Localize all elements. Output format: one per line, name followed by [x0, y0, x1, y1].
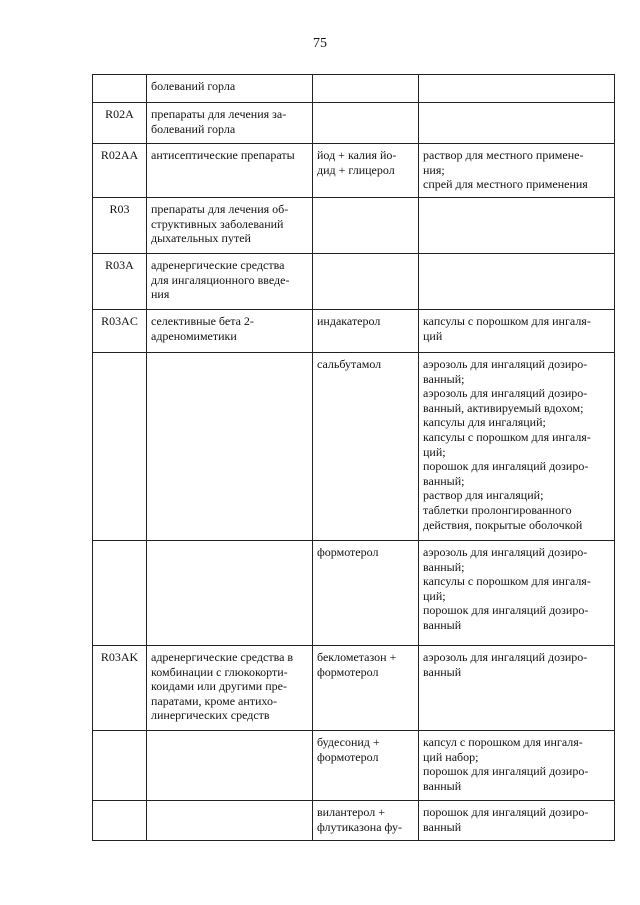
anatomical-group-line: паратами, кроме антихо-: [151, 693, 277, 708]
atc-code: R02AA: [100, 148, 139, 162]
atc-code-cell: [93, 310, 147, 353]
substance-line: формотерол: [317, 749, 379, 764]
substance-line: будесонид +: [317, 735, 380, 749]
dosage-forms-line: таблетки пролонгированного: [423, 502, 572, 517]
anatomical-group-cell: [147, 75, 313, 103]
substance-cell: [313, 731, 419, 801]
anatomical-group-line: коидами или другими пре-: [151, 679, 287, 694]
table-row: [93, 254, 615, 310]
dosage-forms-line: ций: [423, 328, 443, 343]
dosage-forms-cell: [419, 801, 615, 841]
table-row: [93, 801, 615, 841]
dosage-forms-line: спрей для местного применения: [423, 177, 588, 192]
dosage-forms-cell: [419, 646, 615, 731]
atc-code: R03: [109, 202, 130, 216]
anatomical-group-cell: [147, 254, 313, 310]
atc-code-cell: [93, 198, 147, 254]
table-body: [93, 75, 615, 841]
atc-code: R03AC: [101, 314, 138, 328]
substance-cell: [313, 75, 419, 103]
atc-code-cell: [93, 75, 147, 103]
dosage-forms-line: порошок для ингаляций дозиро-: [423, 459, 589, 474]
dosage-forms-line: аэрозоль для ингаляций дозиро-: [423, 386, 588, 401]
anatomical-group-line: ния: [151, 287, 170, 302]
anatomical-group-cell: [147, 731, 313, 801]
anatomical-group-line: болеваний горла: [151, 121, 236, 136]
dosage-forms-line: капсул с порошком для ингаля-: [423, 735, 583, 749]
atc-code: R02A: [105, 107, 134, 121]
table-row: [93, 103, 615, 144]
substance-cell: [313, 144, 419, 198]
dosage-forms-line: раствор для ингаляций;: [423, 488, 544, 503]
substance-cell: [313, 646, 419, 731]
substance-cell: [313, 254, 419, 310]
dosage-forms-cell: [419, 254, 615, 310]
dosage-forms-line: капсулы для ингаляций;: [423, 415, 546, 430]
dosage-forms-line: ций набор;: [423, 749, 479, 764]
drug-table: [92, 74, 615, 841]
atc-code: R03A: [105, 258, 134, 272]
anatomical-group-cell: [147, 310, 313, 353]
dosage-forms-line: ванный;: [423, 371, 465, 386]
atc-code: R03AK: [100, 650, 139, 664]
substance-cell: [313, 103, 419, 144]
substance-line: вилантерол +: [317, 805, 385, 819]
anatomical-group-line: комбинации с глюкокорти-: [151, 664, 288, 679]
substance-line: беклометазон +: [317, 650, 397, 664]
dosage-forms-line: капсулы с порошком для ингаля-: [423, 429, 591, 444]
anatomical-group-line: препараты для лечения об-: [151, 202, 289, 216]
dosage-forms-line: порошок для ингаляций дозиро-: [423, 805, 589, 819]
table-row: [93, 541, 615, 646]
anatomical-group-cell: [147, 541, 313, 646]
anatomical-group-cell: [147, 198, 313, 254]
dosage-forms-line: ванный: [423, 664, 462, 679]
anatomical-group-line: болеваний горла: [151, 79, 236, 93]
anatomical-group-line: структивных заболеваний: [151, 216, 284, 231]
anatomical-group-line: антисептические препараты: [151, 148, 295, 162]
anatomical-group-line: для ингаляционного введе-: [151, 272, 290, 287]
substance-cell: [313, 353, 419, 541]
dosage-forms-cell: [419, 103, 615, 144]
substance-line: формотерол: [317, 664, 379, 679]
dosage-forms-line: ванный: [423, 819, 462, 834]
dosage-forms-line: ванный;: [423, 559, 465, 574]
dosage-forms-line: аэрозоль для ингаляций дозиро-: [423, 545, 588, 559]
dosage-forms-line: раствор для местного примене-: [423, 148, 584, 162]
dosage-forms-line: капсулы с порошком для ингаля-: [423, 574, 591, 589]
anatomical-group-line: дыхательных путей: [151, 231, 251, 246]
dosage-forms-line: ванный: [423, 617, 462, 632]
substance-line: дид + глицерол: [317, 162, 395, 177]
table-row: [93, 353, 615, 541]
dosage-forms-line: аэрозоль для ингаляций дозиро-: [423, 357, 588, 371]
anatomical-group-cell: [147, 646, 313, 731]
dosage-forms-line: аэрозоль для ингаляций дозиро-: [423, 650, 588, 664]
dosage-forms-line: порошок для ингаляций дозиро-: [423, 764, 589, 779]
anatomical-group-cell: [147, 103, 313, 144]
anatomical-group-cell: [147, 353, 313, 541]
dosage-forms-cell: [419, 144, 615, 198]
table-row: [93, 731, 615, 801]
anatomical-group-line: адренергические средства: [151, 258, 285, 272]
anatomical-group-line: препараты для лечения за-: [151, 107, 287, 121]
dosage-forms-line: ванный: [423, 778, 462, 793]
table-row: [93, 75, 615, 103]
table-row: [93, 144, 615, 198]
atc-code-cell: [93, 801, 147, 841]
dosage-forms-cell: [419, 353, 615, 541]
atc-code-cell: [93, 353, 147, 541]
substance-line: индакатерол: [317, 314, 381, 328]
anatomical-group-line: адренергические средства в: [151, 650, 294, 664]
atc-code-cell: [93, 646, 147, 731]
atc-code-cell: [93, 103, 147, 144]
substance-cell: [313, 198, 419, 254]
substance-cell: [313, 310, 419, 353]
dosage-forms-cell: [419, 541, 615, 646]
page-number: 75: [313, 36, 327, 51]
atc-code-cell: [93, 731, 147, 801]
table-row: [93, 310, 615, 353]
table-row: [93, 646, 615, 731]
substance-line: формотерол: [317, 545, 379, 559]
dosage-forms-cell: [419, 731, 615, 801]
substance-cell: [313, 541, 419, 646]
anatomical-group-line: линергических средств: [151, 708, 270, 723]
dosage-forms-line: действия, покрытые оболочкой: [423, 517, 583, 532]
dosage-forms-cell: [419, 310, 615, 353]
anatomical-group-line: селективные бета 2-: [151, 314, 254, 328]
substance-cell: [313, 801, 419, 841]
dosage-forms-line: ванный, активируемый вдохом;: [423, 400, 584, 415]
anatomical-group-cell: [147, 144, 313, 198]
dosage-forms-line: ций;: [423, 444, 446, 459]
dosage-forms-line: ций;: [423, 588, 446, 603]
dosage-forms-line: капсулы с порошком для ингаля-: [423, 314, 591, 328]
atc-code-cell: [93, 144, 147, 198]
dosage-forms-cell: [419, 75, 615, 103]
dosage-forms-cell: [419, 198, 615, 254]
substance-line: сальбутамол: [317, 357, 382, 371]
atc-code-cell: [93, 254, 147, 310]
table-row: [93, 198, 615, 254]
substance-line: флутиказона фу-: [317, 819, 402, 834]
anatomical-group-cell: [147, 801, 313, 841]
dosage-forms-line: ния;: [423, 162, 445, 177]
dosage-forms-line: порошок для ингаляций дозиро-: [423, 603, 589, 618]
dosage-forms-line: ванный;: [423, 473, 465, 488]
substance-line: йод + калия йо-: [317, 148, 397, 162]
anatomical-group-line: адреномиметики: [151, 328, 237, 343]
atc-code-cell: [93, 541, 147, 646]
